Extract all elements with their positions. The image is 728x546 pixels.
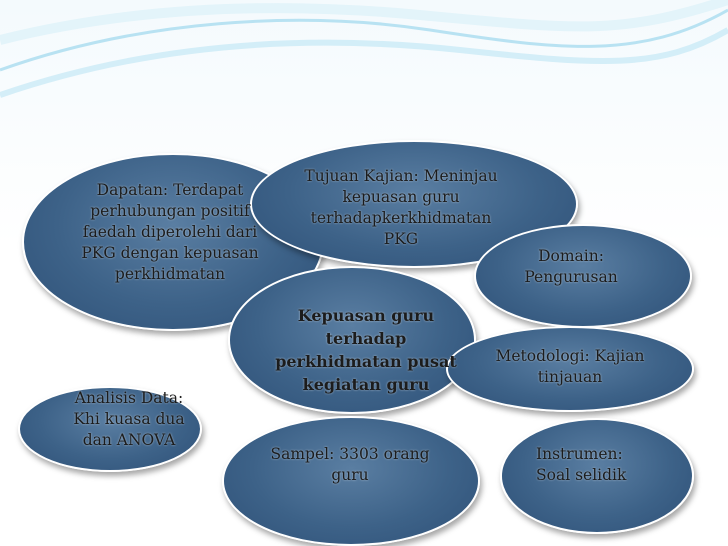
decorative-wave — [0, 0, 728, 120]
label-instrumen: Instrumen: Soal selidik — [536, 445, 627, 484]
label-domain: Domain: Pengurusan — [524, 247, 618, 286]
label-dapatan: Dapatan: Terdapat perhubungan positif faedah diperolehi dari PKG dengan kepuasan perkhidmatan — [81, 181, 259, 283]
label-metodologi: Metodologi: Kajian tinjauan — [495, 347, 645, 386]
label-center: Kepuasan guru terhadap perkhidmatan pusat kegiatan guru — [275, 306, 457, 394]
label-tujuan: Tujuan Kajian: Meninjau kepuasan guru terhadapkerkhidmatan PKG — [304, 167, 498, 248]
label-analisis: Analisis Data: Khi kuasa dua dan ANOVA — [73, 389, 185, 449]
label-sampel: Sampel: 3303 orang guru — [270, 445, 430, 484]
